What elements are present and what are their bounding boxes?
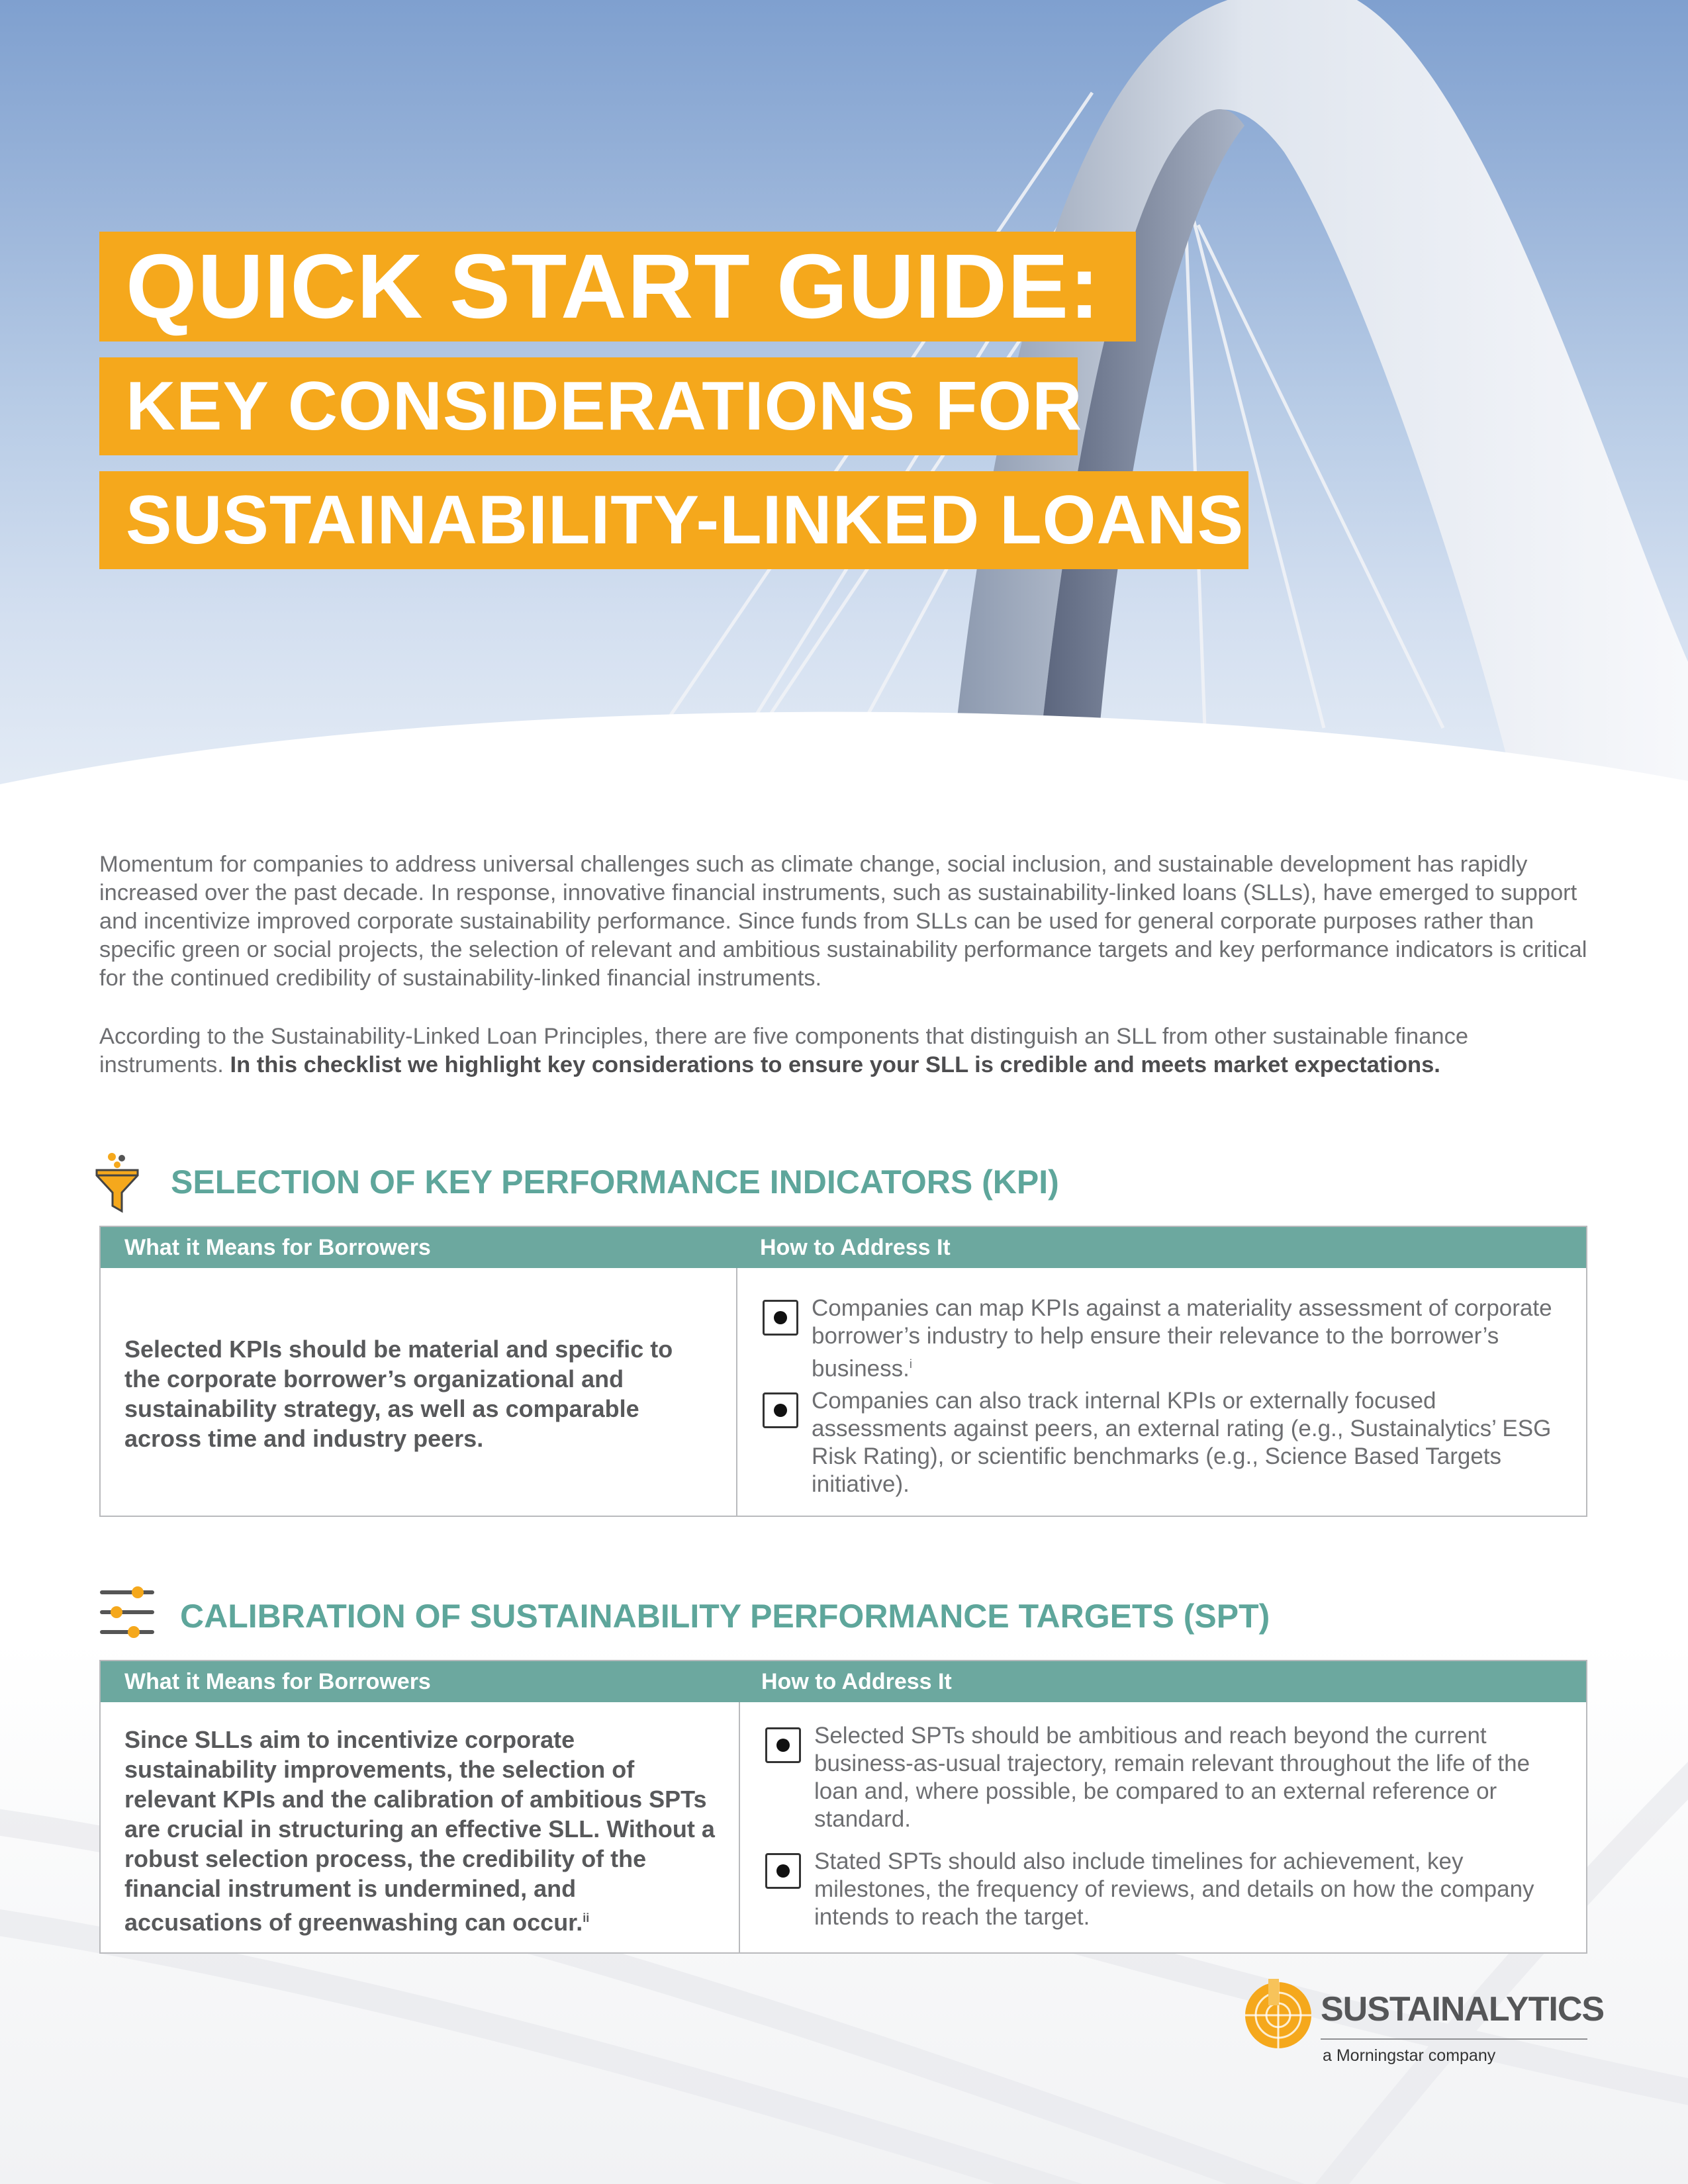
title-line-3: SUSTAINABILITY-LINKED LOANS <box>99 471 1248 569</box>
col-header-address: How to Address It <box>761 1669 952 1694</box>
kpi-meaning-text: Selected KPIs should be material and specific to the corporate borrower’s organizational and sustainability strategy, as well as comparable across time and industry peers. <box>124 1336 673 1452</box>
sustainalytics-logo-icon <box>1242 1979 1315 2052</box>
col-header-meaning: What it Means for Borrowers <box>124 1235 431 1260</box>
intro-paragraph-1: Momentum for companies to address universal challenges such as climate change, social inclusion, and sustainable development has rapidly increased over the past decade. In response, innovative financial instruments, such as sustainability-linked loans (SLLs), have emerged to support and incentivize improved corporate sustainability performance. Since funds from SLLs can be used for general corporate purposes rather than specific green or social projects, the selection of relevant and ambitious sustainability performance targets and key performance indicators is critical for the continued credibility of sustainability-linked financial instruments. <box>99 851 1587 991</box>
spt-bullet-1-text: Selected SPTs should be ambitious and reach beyond the current business-as-usual trajectory, remain relevant throughout the life of the loan and, where possible, be compared to an external reference or standard. <box>814 1723 1530 1832</box>
checkbox-icon <box>763 1392 798 1428</box>
kpi-table-header <box>101 1227 1586 1268</box>
column-divider <box>736 1268 737 1516</box>
column-divider <box>739 1702 740 1952</box>
hero-banner <box>0 0 1688 821</box>
col-header-address: How to Address It <box>760 1235 951 1260</box>
spt-meaning-body: Since SLLs aim to incentivize corporate sustainability improvements, the selection of relevant KPIs and the calibration of ambitious SPTs are crucial in structuring an effective SLL. Without a robust selection process, the credibility of the financial instrument is undermined, and accusations of greenwashing can occur. <box>124 1726 715 1936</box>
section-title-spt: CALIBRATION OF SUSTAINABILITY PERFORMANCE TARGETS (SPT) <box>180 1598 1270 1635</box>
kpi-bullet-2-text: Companies can also track internal KPIs or externally focused assessments against peers, an external rating (e.g., Sustainalytics’ ESG Risk Rating), or scientific benchmarks (e.g., Science Based Targets initiative). <box>812 1388 1552 1497</box>
kpi-bullet-1-body: Companies can map KPIs against a materiality assessment of corporate borrower’s industry to help ensure their relevance to the borrower’s business. <box>812 1295 1552 1382</box>
col-header-meaning: What it Means for Borrowers <box>124 1669 431 1694</box>
footnote-marker: i <box>909 1357 912 1371</box>
logo-divider <box>1321 2038 1587 2040</box>
funnel-icon <box>95 1152 139 1215</box>
logo-name: SUSTAINALYTICS <box>1321 1990 1605 2028</box>
spt-meaning-text <box>124 1725 720 1937</box>
spt-table-header <box>101 1661 1586 1702</box>
kpi-table <box>99 1226 1587 1517</box>
checkbox-icon <box>765 1727 801 1763</box>
checkbox-icon <box>763 1300 798 1336</box>
section-title-kpi: SELECTION OF KEY PERFORMANCE INDICATORS (KPI) <box>171 1163 1059 1201</box>
title-line-1: QUICK START GUIDE: <box>99 232 1136 341</box>
checkbox-icon <box>765 1853 801 1889</box>
intro-paragraph-2-text: According to the Sustainability-Linked Loan Principles, there are five components that distinguish an SLL from other sustainable finance instruments. <box>99 1023 1469 1077</box>
sliders-icon <box>99 1586 155 1639</box>
spt-table <box>99 1660 1587 1954</box>
kpi-bullet-1-text <box>812 1295 1557 1383</box>
intro-paragraph-2 <box>99 1023 1589 1079</box>
footnote-marker: ii <box>583 1911 590 1925</box>
title-line-2: KEY CONSIDERATIONS FOR <box>99 357 1078 455</box>
intro-paragraph-2-bold: In this checklist we highlight key considerations to ensure your SLL is credible and meets market expectations. <box>230 1052 1440 1077</box>
logo-tagline: a Morningstar company <box>1323 2046 1496 2065</box>
spt-bullet-2-text: Stated SPTs should also include timelines for achievement, key milestones, the frequency of reviews, and details on how the company intends to reach the target. <box>814 1848 1534 1930</box>
